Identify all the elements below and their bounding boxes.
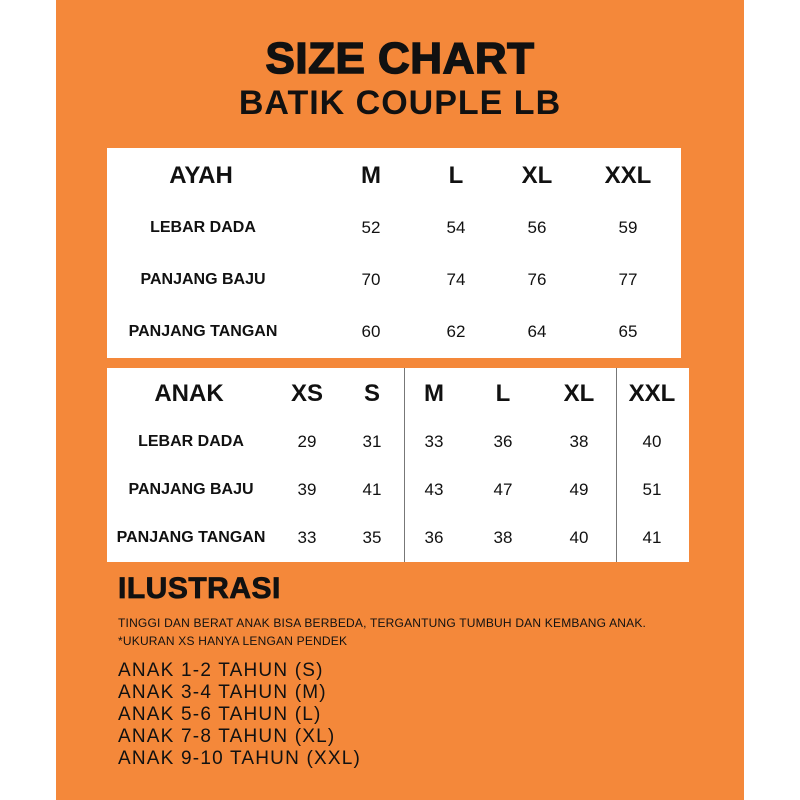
age-size-item: ANAK 5-6 TAHUN (L) <box>118 704 322 725</box>
anak-size-header: L <box>495 380 511 407</box>
size-chart-poster <box>56 0 744 800</box>
ayah-row-label: LEBAR DADA <box>150 219 256 236</box>
ayah-cell-value: 76 <box>527 270 547 289</box>
anak-size-header: XL <box>563 380 595 407</box>
anak-size-header: XXL <box>628 380 676 407</box>
age-size-item: ANAK 1-2 TAHUN (S) <box>118 660 324 681</box>
page-subtitle: BATIK COUPLE LB <box>238 84 562 122</box>
anak-row-label: PANJANG BAJU <box>128 481 254 498</box>
ayah-cell-value: 60 <box>361 322 381 341</box>
age-size-list <box>118 660 361 770</box>
anak-cell-value: 39 <box>297 480 317 499</box>
ayah-cell-value: 64 <box>527 322 547 341</box>
anak-cell-value: 51 <box>642 480 662 499</box>
anak-cell-value: 38 <box>569 432 589 451</box>
anak-cell-value: 38 <box>493 528 513 547</box>
illustration-title: ILUSTRASI <box>118 572 281 605</box>
ayah-cell-value: 54 <box>446 218 466 237</box>
anak-cell-value: 41 <box>362 480 382 499</box>
ayah-row-label: PANJANG BAJU <box>140 271 266 288</box>
anak-cell-value: 36 <box>493 432 513 451</box>
anak-cell-value: 33 <box>424 432 444 451</box>
anak-size-header: S <box>363 380 381 407</box>
page-title: SIZE CHART <box>265 34 535 83</box>
column-divider <box>616 368 617 562</box>
anak-cell-value: 35 <box>362 528 382 547</box>
anak-row-label: LEBAR DADA <box>138 433 244 450</box>
ayah-size-header: L <box>448 162 464 189</box>
anak-row-label: PANJANG TANGAN <box>116 529 266 546</box>
xs-note: *UKURAN XS HANYA LENGAN PENDEK <box>118 634 348 648</box>
anak-cell-value: 41 <box>642 528 662 547</box>
ayah-size-header: XXL <box>604 162 652 189</box>
anak-cell-value: 47 <box>493 480 513 499</box>
anak-cell-value: 43 <box>424 480 444 499</box>
ayah-cell-value: 62 <box>446 322 466 341</box>
anak-cell-value: 36 <box>424 528 444 547</box>
ayah-cell-value: 74 <box>446 270 466 289</box>
age-size-item: ANAK 7-8 TAHUN (XL) <box>118 726 336 747</box>
anak-cell-value: 29 <box>297 432 317 451</box>
anak-size-header: XS <box>290 380 324 407</box>
column-divider <box>404 368 405 562</box>
ayah-cell-value: 56 <box>527 218 547 237</box>
anak-size-table <box>107 368 689 562</box>
ayah-size-table <box>107 148 681 358</box>
anak-cell-value: 40 <box>642 432 662 451</box>
anak-cell-value: 40 <box>569 528 589 547</box>
age-size-item: ANAK 3-4 TAHUN (M) <box>118 682 327 703</box>
anak-cell-value: 49 <box>569 480 589 499</box>
ayah-cell-value: 70 <box>361 270 381 289</box>
anak-cell-value: 33 <box>297 528 317 547</box>
ayah-size-header: M <box>361 162 381 189</box>
anak-table-heading: ANAK <box>154 380 224 407</box>
ayah-table-heading: AYAH <box>169 162 233 189</box>
ayah-cell-value: 65 <box>618 322 638 341</box>
ayah-cell-value: 59 <box>618 218 638 237</box>
ayah-row-label: PANJANG TANGAN <box>128 323 278 340</box>
anak-cell-value: 31 <box>362 432 382 451</box>
age-size-item: ANAK 9-10 TAHUN (XXL) <box>118 748 362 769</box>
ayah-size-header: XL <box>521 162 553 189</box>
anak-size-header: M <box>424 380 444 407</box>
ayah-cell-value: 77 <box>618 270 638 289</box>
illustration-note: TINGGI DAN BERAT ANAK BISA BERBEDA, TERGANTUNG TUMBUH DAN KEMBANG ANAK. <box>118 616 647 630</box>
ayah-cell-value: 52 <box>361 218 381 237</box>
